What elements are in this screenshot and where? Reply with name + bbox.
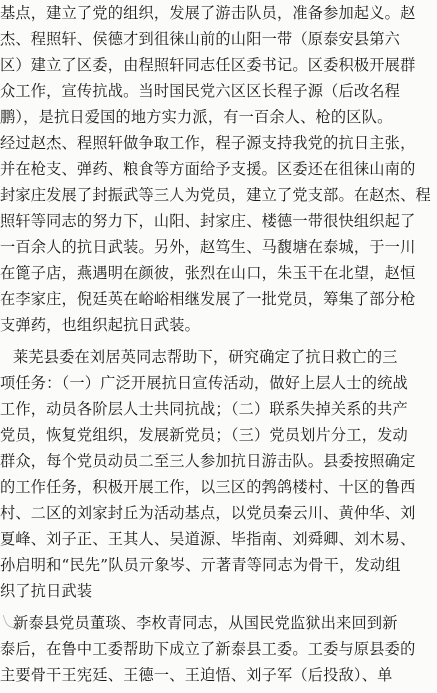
text-line: 工作，动员各阶层人士共同抗战；（二）联系失掉关系的共产 bbox=[0, 400, 408, 418]
text-line: 在李家庄，倪廷英在峪峪相继发展了一批党员，筹集了部分枪 bbox=[0, 290, 416, 308]
text-line: 基点，建立了党的组织，发展了游击队员，准备参加起义。赵 bbox=[0, 4, 416, 22]
text-line: 封家庄发展了封振武等三人为党员，建立了党支部。在赵杰、程 bbox=[0, 186, 431, 204]
text-line: 夏峰、刘子正、王其人、吴道源、毕指南、刘舜卿、刘木易、 bbox=[0, 530, 416, 548]
paragraph-start-line: 莱芜县委在刘居英同志帮助下，研究确定了抗日救亡的三 bbox=[13, 348, 398, 366]
paragraph-start-line: 新泰县党员董琰、李枚青同志，从国民党监狱出来回到新 bbox=[13, 614, 398, 632]
text-line: 经过赵杰、程照轩做争取工作，程子源支持我党的抗日主张， bbox=[0, 134, 416, 152]
text-line: 党员，恢复党组织，发展新党员；（三）党员划片分工，发动 bbox=[0, 426, 408, 444]
text-line: 织了抗日武装 bbox=[0, 582, 93, 600]
text-line: 区）建立了区委，由程照轩同志任区委书记。区委积极开展群 bbox=[0, 56, 416, 74]
text-line: 泰后，在鲁中工委帮助下成立了新泰县工委。工委与原县委的 bbox=[0, 640, 416, 658]
text-line: 项任务：（一）广泛开展抗日宣传活动，做好上层人士的统战 bbox=[0, 374, 408, 392]
text-line: 杰、程照轩、侯德才到徂徕山前的山阳一带（原泰安县第六 bbox=[0, 30, 401, 48]
text-line: 在篦子店，燕遇明在颜彼，张烈在山口，朱玉干在北望，赵恒 bbox=[0, 264, 416, 282]
text-line: 的工作任务，积极开展工作，以三区的鹁鸽楼村、十区的鲁西 bbox=[0, 478, 416, 496]
text-line: 照轩等同志的努力下，山阳、封家庄、楼德一带很快组织起了 bbox=[0, 212, 416, 230]
text-line: 主要骨干王宪廷、王德一、王迫悟、刘子军（后投敌）、单 bbox=[0, 666, 393, 684]
text-line: 村、二区的刘家封丘为活动基点，以党员秦云川、黄仲华、刘 bbox=[0, 504, 416, 522]
text-line: 支弹药，也组织起抗日武装。 bbox=[0, 316, 201, 334]
text-line: 众工作，宣传抗战。当时国民党六区区长程子源（后改名程 bbox=[0, 82, 401, 100]
text-line: 孙启明和“民先”队员亓象岑、亓著青等同志为骨干，发动组 bbox=[0, 556, 401, 574]
text-line: 群众，每个党员动员二至三人参加抗日游击队。县委按照确定 bbox=[0, 452, 416, 470]
text-line: 并在枪支、弹药、粮食等方面给予支援。区委还在徂徕山南的 bbox=[0, 160, 416, 178]
text-line: 鹏），是抗日爱国的地方实力派，有一百余人、枪的区队。 bbox=[0, 108, 393, 126]
text-line: 一百余人的抗日武装。另外，赵笃生、马馥塘在泰城，于一川 bbox=[0, 238, 416, 256]
